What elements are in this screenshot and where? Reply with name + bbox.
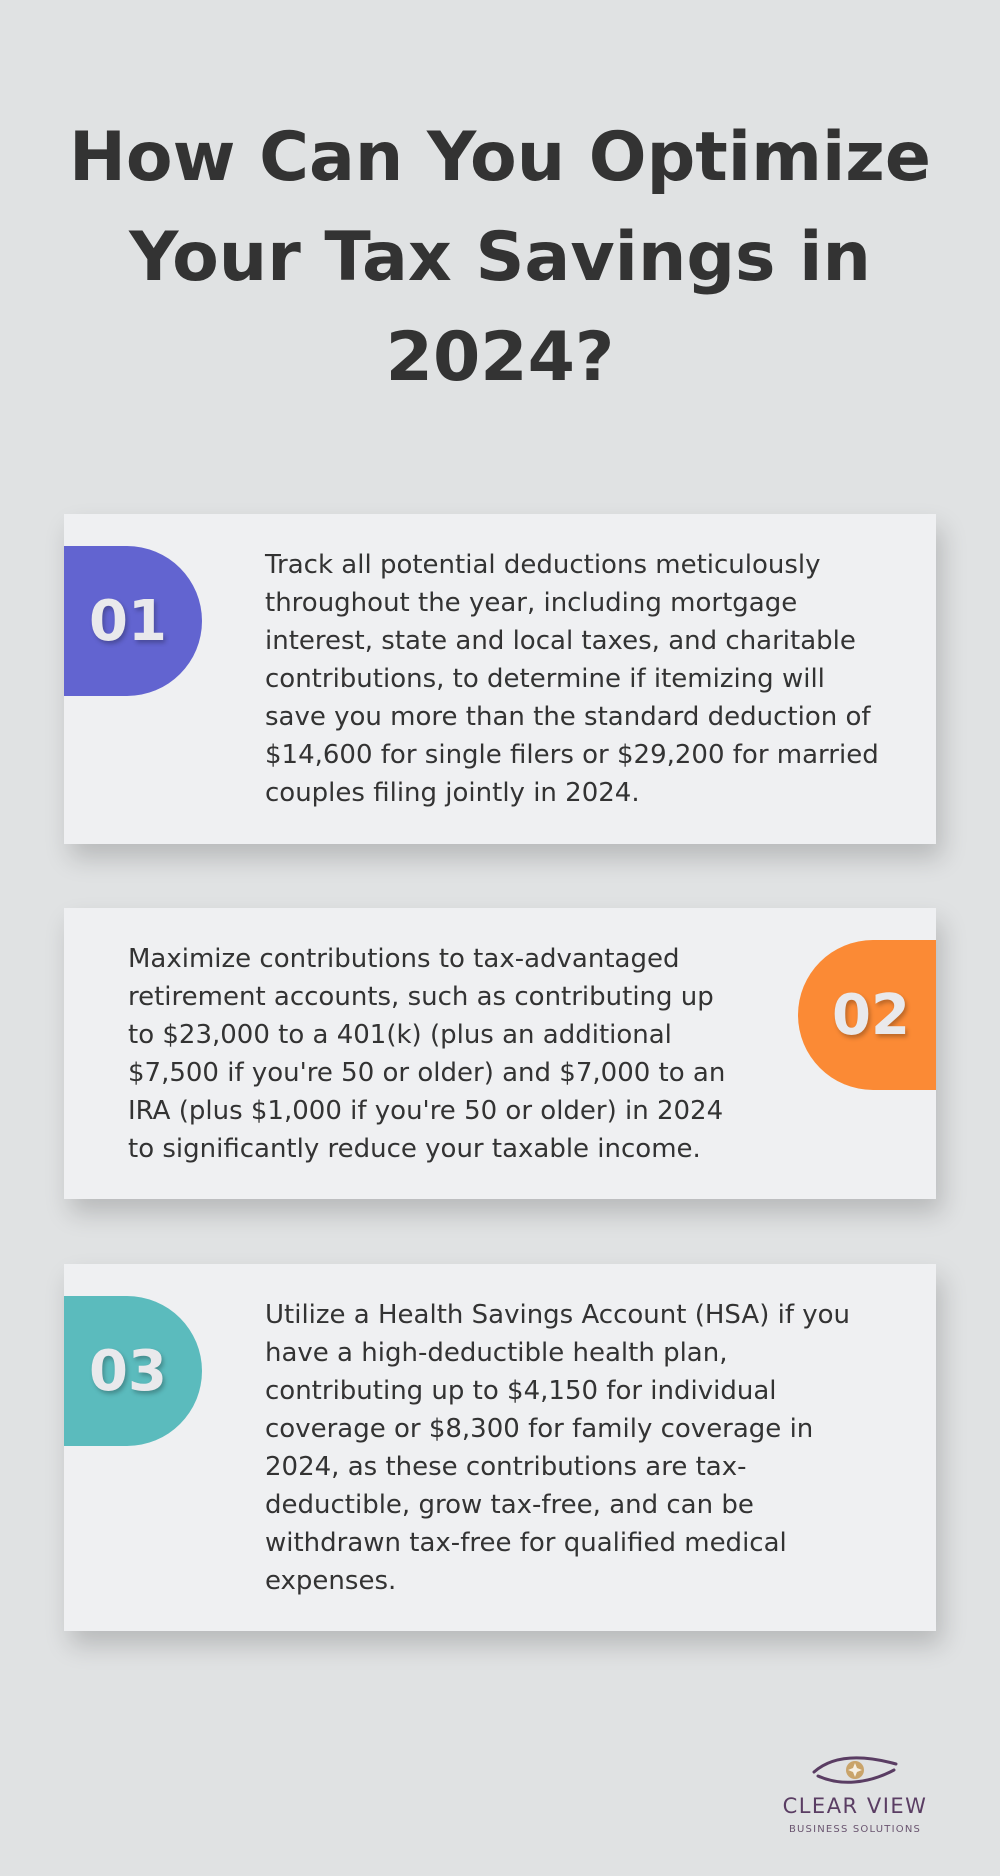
brand-name: CLEAR VIEW [782,1794,928,1818]
step-number-badge: 02 [798,940,936,1090]
brand-logo [760,1750,950,1840]
tip-card-2 [64,908,936,1199]
tip-text: Maximize contributions to tax-advantaged retirement accounts, such as contributing up to $23,000 to a 401(k) (plus an additional $7,500 if you're 50 or older) and $7,000 to an IRA (plus $1,000 if you're 50 or older) in 2024 to significantly reduce your taxable income. [128,944,726,1164]
step-number-badge: 03 [64,1296,202,1446]
tip-text: Track all potential deductions meticulously throughout the year, including mortgage interest, state and local taxes, and charitable contributions, to determine if itemizing will save you more than the standard deduction of $14,600 for single filers or $29,200 for married couples filing jointly in 2024. [265,550,879,808]
brand-tagline: BUSINESS SOLUTIONS [788,1824,922,1835]
page-title: How Can You Optimize Your Tax Savings in 2024? [69,118,931,397]
tip-text: Utilize a Health Savings Account (HSA) if you have a high-deductible health plan, contributing up to $4,150 for individual coverage or $8,300 for family coverage in 2024, as these contributions are tax-deductible, grow tax-free, and can be withdrawn tax-free for qualified medical expenses. [265,1300,851,1596]
tip-card-3 [64,1264,936,1631]
tip-card-1 [64,514,936,844]
eye-star-icon [810,1750,900,1790]
step-number-badge: 01 [64,546,202,696]
